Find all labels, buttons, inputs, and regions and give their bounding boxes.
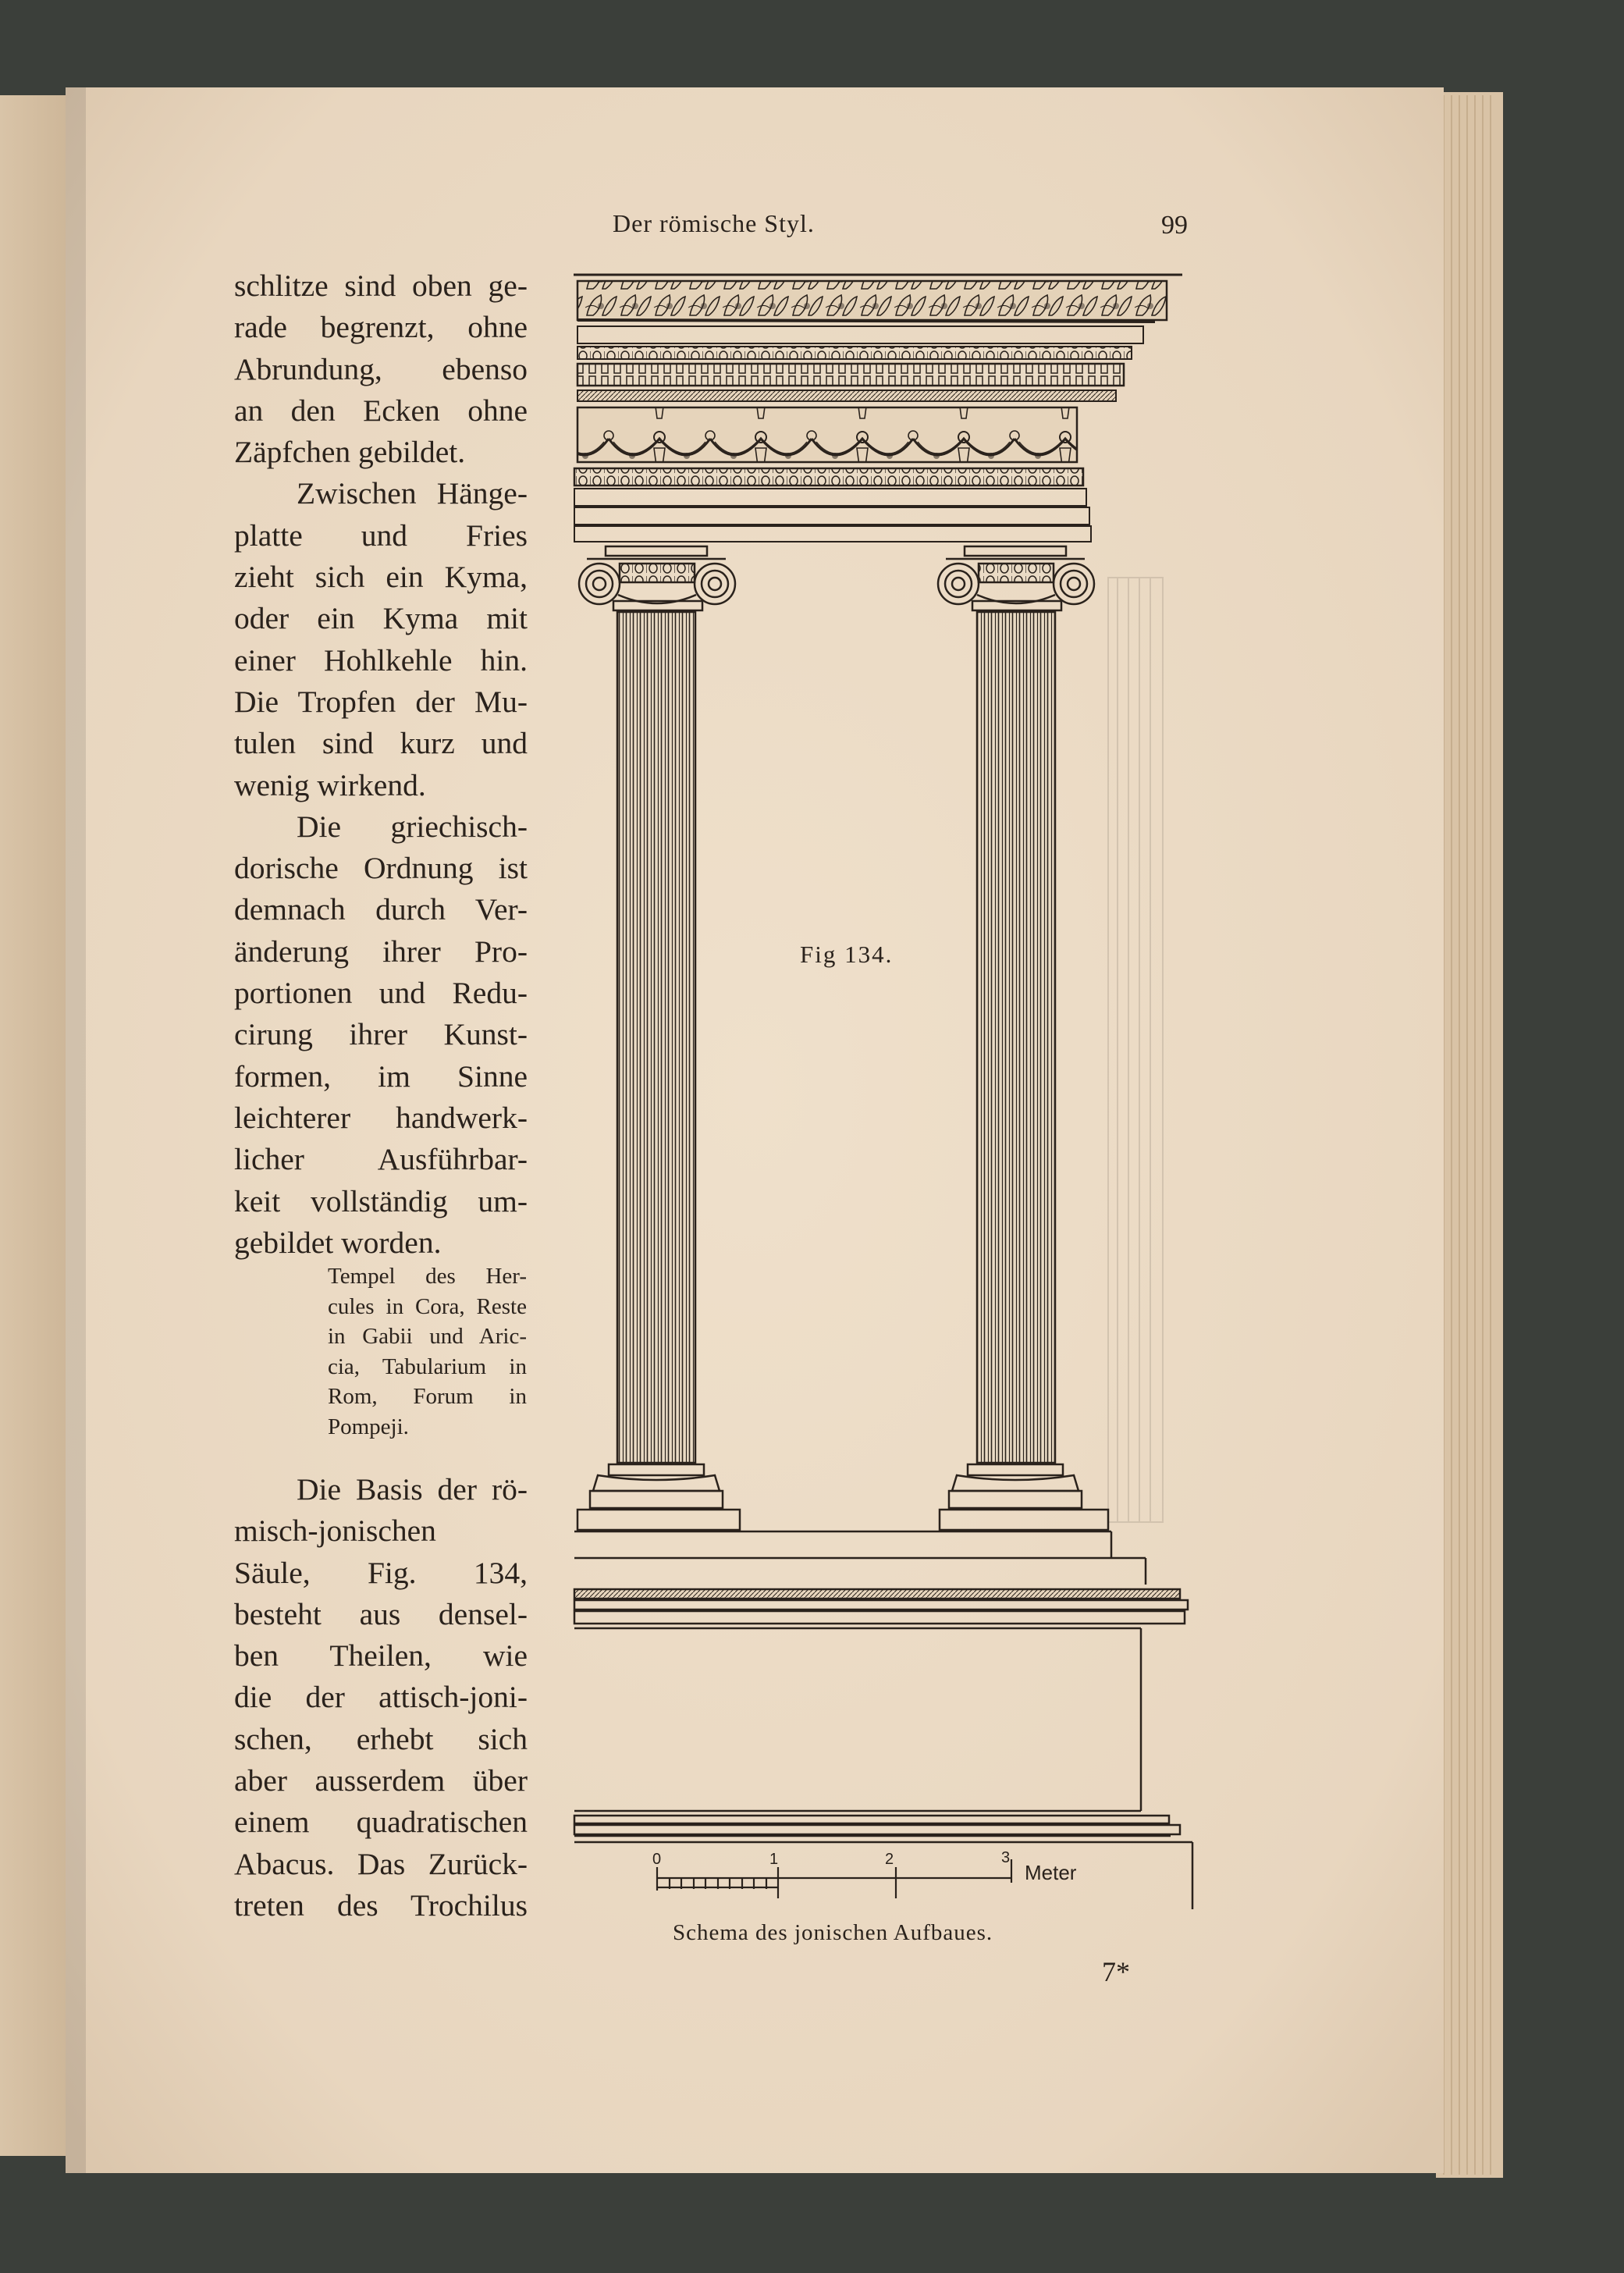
note-line: Rom, Forum in: [328, 1384, 527, 1410]
body-line: Die Tropfen der Mu-: [234, 684, 528, 719]
body-text-column: [234, 265, 528, 1264]
note-line: Tempel des Her-: [328, 1264, 527, 1289]
body-line: einer Hohlkehle hin.: [234, 642, 528, 678]
dentil-course: [577, 364, 1124, 386]
note-line: cules in Cora, Reste: [328, 1293, 527, 1319]
body-line: platte und Fries: [234, 518, 528, 553]
body-line: Zäpfchen gebildet.: [234, 435, 466, 470]
scale-tick-0: 0: [652, 1851, 662, 1868]
body-line: cirung ihrer Kunst-: [234, 1017, 528, 1052]
body-line: misch-jonischen: [234, 1514, 436, 1549]
body-line: rade begrenzt, ohne: [234, 310, 528, 345]
right-column-shaft: [977, 612, 1055, 1463]
body-line: einem quadratischen: [234, 1805, 528, 1840]
body-line: ben Theilen, wie: [234, 1638, 528, 1674]
body-line: demnach durch Ver-: [234, 892, 528, 927]
note-line: in Gabii und Aric-: [328, 1324, 527, 1350]
body-line: portionen und Redu-: [234, 976, 528, 1011]
body-line: tulen sind kurz und: [234, 726, 528, 761]
running-header: Der römische Styl.: [613, 209, 815, 237]
body-line: besteht aus densel-: [234, 1596, 528, 1631]
body-line: Zwischen Hänge-: [297, 476, 528, 511]
left-page-edge: [0, 95, 70, 2156]
body-line: die der attisch-joni-: [234, 1680, 528, 1715]
body-line: änderung ihrer Pro-: [234, 934, 528, 969]
body-line: schen, erhebt sich: [234, 1721, 528, 1756]
figure-caption: Schema des jonischen Aufbaues.: [673, 1920, 993, 1945]
signature-mark: 7*: [1102, 1956, 1130, 1987]
architrave-moulding: [574, 468, 1083, 486]
body-line: aber ausserdem über: [234, 1763, 528, 1798]
body-line: licher Ausführbar-: [234, 1142, 528, 1177]
body-line: formen, im Sinne: [234, 1058, 528, 1094]
page-edges: [1436, 92, 1503, 2178]
body-line: Säule, Fig. 134,: [234, 1555, 528, 1590]
bead-moulding: [577, 390, 1116, 401]
body-text-column-2: [234, 1469, 528, 1926]
body-line: treten des Trochilus: [234, 1887, 528, 1923]
scale-tick-2: 2: [885, 1851, 894, 1868]
body-line: wenig wirkend.: [234, 767, 426, 802]
scale-tick-3: 3: [1001, 1849, 1011, 1866]
body-line: dorische Ordnung ist: [234, 851, 528, 886]
note-line: cia, Tabularium in: [328, 1353, 527, 1379]
scale-unit-label: Meter: [1025, 1861, 1077, 1884]
frieze-garlands: [577, 407, 1077, 462]
gutter-shadow: [66, 87, 86, 2173]
body-line: leichterer handwerk-: [234, 1100, 528, 1135]
body-line: Abrundung, ebenso: [234, 351, 528, 386]
body-line: zieht sich ein Kyma,: [234, 560, 528, 595]
body-line: oder ein Kyma mit: [234, 601, 528, 636]
scale-tick-1: 1: [769, 1851, 779, 1868]
body-line: Die griechisch-: [297, 809, 528, 844]
figure-label: Fig 134.: [800, 941, 894, 968]
body-line: Abacus. Das Zurück-: [234, 1846, 528, 1881]
body-line: Die Basis der rö-: [297, 1472, 528, 1506]
body-line: schlitze sind oben ge-: [234, 269, 528, 303]
sima-leaf-band: [577, 281, 1167, 320]
egg-and-dart: [577, 347, 1132, 359]
page-number: 99: [1161, 211, 1188, 240]
left-column-shaft: [617, 612, 695, 1463]
marginal-note: [328, 1261, 527, 1442]
body-line: keit vollständig um-: [234, 1183, 528, 1218]
note-line: Pompeji.: [328, 1414, 409, 1439]
body-line: gebildet worden.: [234, 1225, 442, 1260]
body-line: an den Ecken ohne: [234, 393, 528, 428]
